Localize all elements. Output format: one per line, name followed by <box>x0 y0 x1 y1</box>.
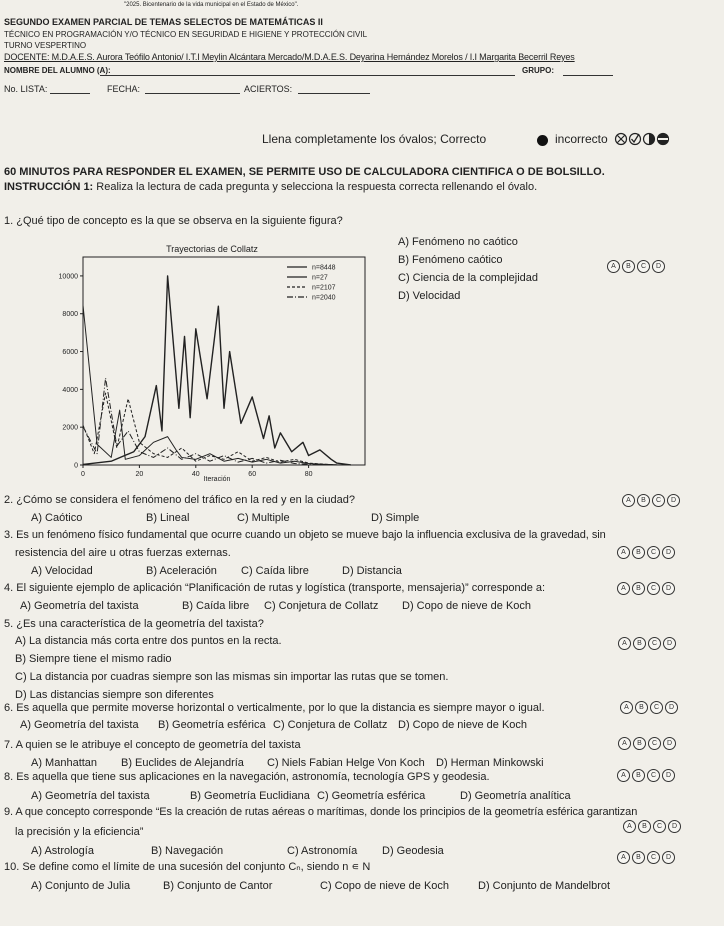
q7-bubble-b[interactable]: B <box>633 737 646 750</box>
q6-option-a: A) Geometría del taxista <box>20 719 139 731</box>
date-field[interactable] <box>145 93 240 94</box>
student-name-label: NOMBRE DEL ALUMNO (A): <box>4 66 111 75</box>
q9-bubble-a[interactable]: A <box>623 820 636 833</box>
group-field[interactable] <box>563 75 613 76</box>
q3-option-a: A) Velocidad <box>31 565 93 577</box>
q8-bubble-a[interactable]: A <box>617 769 630 782</box>
correct-label: ACIERTOS: <box>244 84 293 94</box>
q4-bubble-c[interactable]: C <box>647 582 660 595</box>
q1-stem: 1. ¿Qué tipo de concepto es la que se observa en la siguiente figura? <box>4 215 343 227</box>
q2-bubble-a[interactable]: A <box>622 494 635 507</box>
q10-answer-bubbles <box>617 851 675 864</box>
q4-option-a: A) Geometría del taxista <box>20 600 139 612</box>
collatz-chart-svg <box>45 240 370 495</box>
q1-option-c: C) Ciencia de la complejidad <box>398 272 539 284</box>
incorrect-label: incorrecto <box>555 132 608 146</box>
q3-stem-line1: 3. Es un fenómeno físico fundamental que ocurre cuando un objeto se mueve bajo la influencia exclusiva de la gravedad, sin <box>4 529 606 541</box>
x-tick-label: 20 <box>135 471 144 478</box>
legend-label: n=8448 <box>312 264 336 272</box>
incorrect-oval-examples <box>614 131 670 150</box>
q8-bubble-d[interactable]: D <box>662 769 675 782</box>
q9-bubble-c[interactable]: C <box>653 820 666 833</box>
q10-bubble-a[interactable]: A <box>617 851 630 864</box>
exam-title: SEGUNDO EXAMEN PARCIAL DE TEMAS SELECTOS DE MATEMÁTICAS II <box>4 17 323 27</box>
q8-answer-bubbles <box>617 769 675 782</box>
q5-bubble-d[interactable]: D <box>663 637 676 650</box>
shift-line: TURNO VESPERTINO <box>4 41 87 50</box>
q4-answer-bubbles <box>617 582 675 595</box>
q2-option-a: A) Caótico <box>31 512 83 524</box>
q3-option-b: B) Aceleración <box>146 565 217 577</box>
q3-stem-line2: resistencia del aire u otras fuerzas externas. <box>15 547 231 559</box>
y-tick-label: 2000 <box>62 424 78 432</box>
q2-bubble-c[interactable]: C <box>652 494 665 507</box>
q6-option-b: B) Geometría esférica <box>158 719 266 731</box>
instruction-prefix: INSTRUCCIÓN 1: <box>4 181 94 193</box>
q2-option-d: D) Simple <box>371 512 420 524</box>
q4-option-c: C) Conjetura de Collatz <box>264 600 379 612</box>
q9-option-b: B) Navegación <box>151 845 224 857</box>
q7-bubble-c[interactable]: C <box>648 737 661 750</box>
legend-label: n=2040 <box>312 294 336 302</box>
q1-bubble-c[interactable]: C <box>637 260 650 273</box>
student-name-field[interactable] <box>100 75 515 76</box>
q5-option-c: C) La distancia por cuadras siempre son las mismas sin importar las rutas que se tomen. <box>15 671 449 683</box>
q3-option-d: D) Distancia <box>342 565 402 577</box>
q3-bubble-b[interactable]: B <box>632 546 645 559</box>
q7-option-c: C) Niels Fabian Helge Von Koch <box>267 757 425 769</box>
q7-answer-bubbles <box>618 737 676 750</box>
q1-bubble-b[interactable]: B <box>622 260 635 273</box>
q6-bubble-c[interactable]: C <box>650 701 663 714</box>
q8-stem: 8. Es aquella que tiene sus aplicaciones en la navegación, astronomía, tecnología GPS y geodesia. <box>4 771 490 783</box>
q1-option-d: D) Velocidad <box>398 290 461 302</box>
q5-bubble-a[interactable]: A <box>618 637 631 650</box>
q5-bubble-b[interactable]: B <box>633 637 646 650</box>
q9-stem-line1: 9. A que concepto corresponde “Es la creación de rutas aéreas o marítimas, donde los principios de la geometría esférica garantizan <box>4 806 638 818</box>
list-field[interactable] <box>50 93 90 94</box>
time-rule: 60 MINUTOS PARA RESPONDER EL EXAMEN, SE PERMITE USO DE CALCULADORA CIENTIFICA O DE BOLSILLO. <box>4 166 605 178</box>
x-tick-label: 80 <box>304 471 313 478</box>
q7-option-d: D) Herman Minkowski <box>436 757 544 769</box>
fill-instruction: Llena completamente los óvalos; Correcto <box>262 132 487 146</box>
q5-option-b: B) Siempre tiene el mismo radio <box>15 653 172 665</box>
q1-answer-bubbles <box>607 260 665 273</box>
series-line-n-8448 <box>83 305 351 465</box>
q2-option-c: C) Multiple <box>237 512 290 524</box>
q8-option-c: C) Geometría esférica <box>317 790 426 802</box>
q3-option-c: C) Caída libre <box>241 565 309 577</box>
instruction-line <box>4 181 537 193</box>
banner: "2025. Bicentenario de la vida municipal en el Estado de México". <box>124 2 299 8</box>
chart-title: Trayectorias de Collatz <box>166 244 258 254</box>
q6-option-c: C) Conjetura de Collatz <box>273 719 388 731</box>
list-label: No. LISTA: <box>4 84 48 94</box>
y-tick-label: 10000 <box>58 273 78 281</box>
x-tick-label: 0 <box>81 471 85 478</box>
q2-option-b: B) Lineal <box>146 512 190 524</box>
q10-option-a: A) Conjunto de Julia <box>31 880 131 892</box>
q7-stem: 7. A quien se le atribuye el concepto de geometría del taxista <box>4 739 301 751</box>
q9-bubble-d[interactable]: D <box>668 820 681 833</box>
q10-option-b: B) Conjunto de Cantor <box>163 880 273 892</box>
q6-answer-bubbles <box>620 701 678 714</box>
q3-answer-bubbles <box>617 546 675 559</box>
q6-bubble-b[interactable]: B <box>635 701 648 714</box>
q1-option-b: B) Fenómeno caótico <box>398 254 503 266</box>
correct-filled-oval <box>537 135 548 146</box>
q10-option-c: C) Copo de nieve de Koch <box>320 880 450 892</box>
group-label: GRUPO: <box>522 66 554 75</box>
y-tick-label: 6000 <box>62 349 78 357</box>
q9-bubble-b[interactable]: B <box>638 820 651 833</box>
collatz-chart <box>45 240 370 498</box>
q2-bubble-b[interactable]: B <box>637 494 650 507</box>
q5-option-a: A) La distancia más corta entre dos puntos en la recta. <box>15 635 282 647</box>
q6-bubble-d[interactable]: D <box>665 701 678 714</box>
q2-stem: 2. ¿Cómo se considera el fenómeno del tráfico en la red y en la ciudad? <box>4 494 355 506</box>
q4-bubble-d[interactable]: D <box>662 582 675 595</box>
chart-xlabel: Iteración <box>203 476 231 483</box>
y-tick-label: 4000 <box>62 386 78 394</box>
q5-answer-bubbles <box>618 637 676 650</box>
q5-bubble-c[interactable]: C <box>648 637 661 650</box>
date-label: FECHA: <box>107 84 141 94</box>
q3-bubble-c[interactable]: C <box>647 546 660 559</box>
q9-option-d: D) Geodesia <box>382 845 444 857</box>
q10-bubble-c[interactable]: C <box>647 851 660 864</box>
q9-answer-bubbles <box>623 820 681 833</box>
q8-option-d: D) Geometría analítica <box>460 790 571 802</box>
legend-label: n=27 <box>312 274 328 282</box>
q8-bubble-b[interactable]: B <box>632 769 645 782</box>
q3-bubble-d[interactable]: D <box>662 546 675 559</box>
correct-field[interactable] <box>298 93 370 94</box>
program-line: TÉCNICO EN PROGRAMACIÓN Y/O TÉCNICO EN SEGURIDAD E HIGIENE Y PROTECCIÓN CIVIL <box>4 30 368 39</box>
q8-option-a: A) Geometría del taxista <box>31 790 150 802</box>
q8-option-b: B) Geometría Euclidiana <box>190 790 310 802</box>
q1-bubble-d[interactable]: D <box>652 260 665 273</box>
q7-bubble-d[interactable]: D <box>663 737 676 750</box>
y-tick-label: 8000 <box>62 311 78 319</box>
q2-bubble-d[interactable]: D <box>667 494 680 507</box>
q4-option-d: D) Copo de nieve de Koch <box>402 600 532 612</box>
legend-label: n=2107 <box>312 284 336 292</box>
y-tick-label: 0 <box>74 462 78 470</box>
q8-bubble-c[interactable]: C <box>647 769 660 782</box>
q10-bubble-b[interactable]: B <box>632 851 645 864</box>
q7-option-b: B) Euclides de Alejandría <box>121 757 244 769</box>
q5-stem: 5. ¿Es una característica de la geometría del taxista? <box>4 618 264 630</box>
q6-bubble-a[interactable]: A <box>620 701 633 714</box>
q1-option-a: A) Fenómeno no caótico <box>398 236 518 248</box>
q10-bubble-d[interactable]: D <box>662 851 675 864</box>
q4-stem: 4. El siguiente ejemplo de aplicación “Planificación de rutas y logística (transporte, mensajeria)” corresponde a: <box>4 582 546 594</box>
x-tick-label: 60 <box>248 471 257 478</box>
instruction-text: Realiza la lectura de cada pregunta y selecciona la respuesta correcta rellenando el óvalo. <box>96 181 538 193</box>
q4-option-b: B) Caída libre <box>182 600 250 612</box>
q6-option-d: D) Copo de nieve de Koch <box>398 719 528 731</box>
x-tick-label: 40 <box>191 471 200 478</box>
q4-bubble-b[interactable]: B <box>632 582 645 595</box>
q5-option-d: D) Las distancias siempre son diferentes <box>15 689 214 701</box>
q10-option-d: D) Conjunto de Mandelbrot <box>478 880 611 892</box>
q10-stem: 10. Se define como el límite de una sucesión del conjunto Cₙ, siendo n ∊ N <box>4 861 371 873</box>
q9-stem-line2: la precisión y la eficiencia” <box>15 826 144 838</box>
teachers-line: DOCENTE: M.D.A.E.S. Aurora Teófilo Antonio/ I.T.I Meylin Alcántara Mercado/M.D.A.E.S. Deyarina Hernández Morelos / I.I Margarita Becerril Reyes <box>4 52 575 62</box>
q2-answer-bubbles <box>622 494 680 507</box>
q7-bubble-a[interactable]: A <box>618 737 631 750</box>
q4-bubble-a[interactable]: A <box>617 582 630 595</box>
q6-stem: 6. Es aquella que permite moverse horizontal o verticalmente, por lo que la distancia es siempre mayor o igual. <box>4 702 545 714</box>
q1-bubble-a[interactable]: A <box>607 260 620 273</box>
q9-option-c: C) Astronomía <box>287 845 358 857</box>
q9-option-a: A) Astrología <box>31 845 94 857</box>
q3-bubble-a[interactable]: A <box>617 546 630 559</box>
q7-option-a: A) Manhattan <box>31 757 98 769</box>
